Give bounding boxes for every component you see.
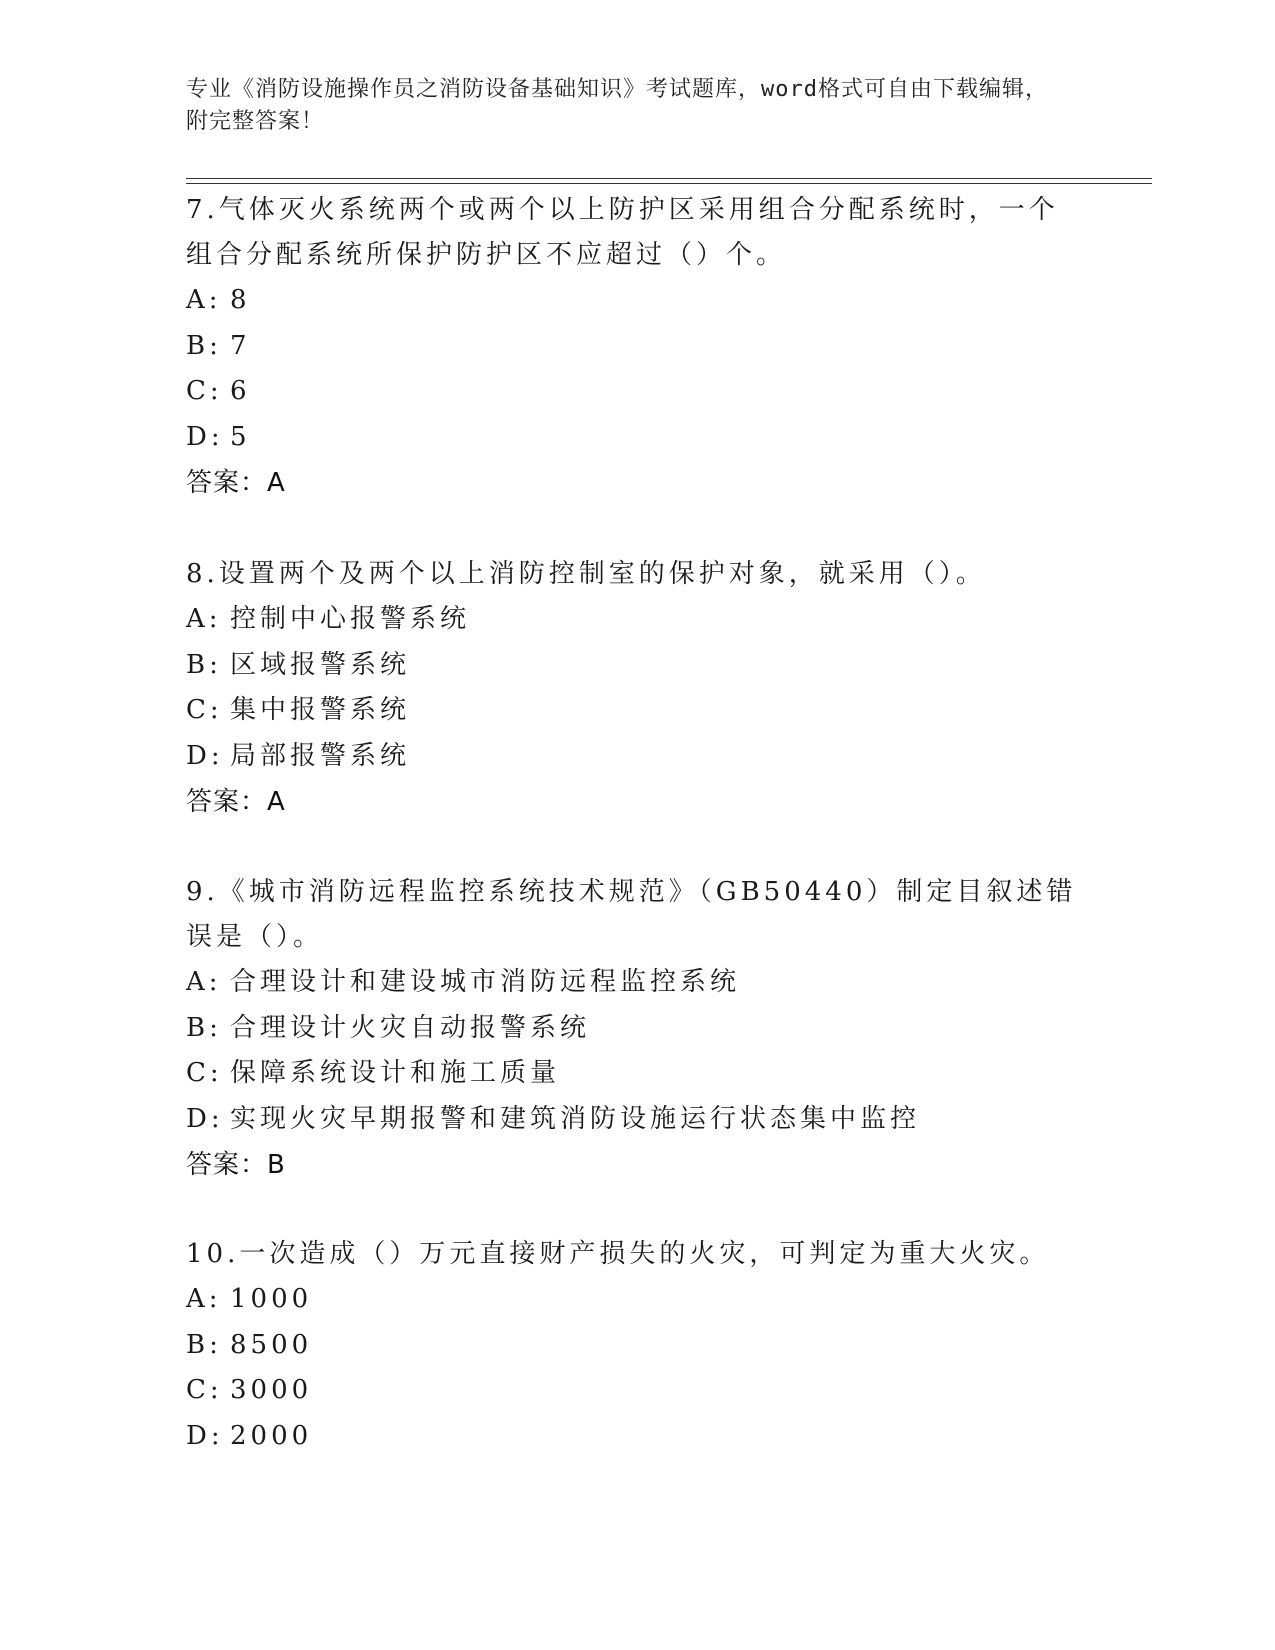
option-c: [186, 1051, 1086, 1097]
option-text: 集中报警系统: [230, 695, 411, 725]
option-d: [186, 1414, 1086, 1460]
question-7: [186, 188, 1086, 506]
option-letter: C:: [186, 1375, 223, 1405]
option-d: [186, 1097, 1086, 1143]
option-a: [186, 1277, 1086, 1323]
option-text: 保障系统设计和施工质量: [230, 1058, 561, 1088]
option-b: [186, 324, 1086, 370]
option-text: 5: [230, 421, 251, 452]
option-letter: B:: [186, 330, 222, 361]
option-text: 合理设计火灾自动报警系统: [230, 1012, 591, 1043]
option-letter: A:: [186, 604, 222, 634]
option-d: [186, 415, 1086, 461]
option-text: 局部报警系统: [230, 740, 411, 771]
option-a: [186, 597, 1086, 643]
option-c: [186, 369, 1086, 415]
option-letter: D:: [186, 421, 224, 452]
option-text: 1000: [230, 1284, 313, 1314]
header-divider-top: [186, 178, 1152, 179]
option-letter: A:: [186, 967, 222, 997]
option-letter: B:: [186, 649, 222, 680]
option-text: 8500: [230, 1329, 313, 1360]
option-letter: C:: [186, 695, 223, 725]
option-text: 控制中心报警系统: [230, 604, 471, 634]
option-b: [186, 1006, 1086, 1052]
option-text: 3000: [230, 1375, 313, 1405]
option-text: 2000: [230, 1420, 313, 1451]
question-stem: 8.设置两个及两个以上消防控制室的保护对象，就采用（）。: [186, 559, 986, 589]
option-c: [186, 688, 1086, 734]
question-stem: 7.气体灭火系统两个或两个以上防护区采用组合分配系统时，一个组合分配系统所保护防护区不应超过（）个。: [186, 195, 1059, 270]
answer-line: 答案：B: [186, 1150, 286, 1180]
option-a: [186, 278, 1086, 324]
option-text: 7: [230, 330, 251, 361]
option-letter: C:: [186, 376, 223, 406]
option-letter: C:: [186, 1058, 223, 1088]
option-letter: D:: [186, 1420, 224, 1451]
option-text: 合理设计和建设城市消防远程监控系统: [230, 967, 741, 997]
option-text: 实现火灾早期报警和建筑消防设施运行状态集中监控: [230, 1103, 921, 1134]
option-letter: D:: [186, 1103, 224, 1134]
answer-line: 答案：A: [186, 787, 286, 817]
option-letter: B:: [186, 1012, 222, 1043]
option-a: [186, 960, 1086, 1006]
option-text: 区域报警系统: [230, 649, 411, 680]
header-divider-bottom: [186, 183, 1152, 184]
option-c: [186, 1368, 1086, 1414]
question-8: [186, 552, 1086, 825]
option-letter: A:: [186, 285, 222, 315]
question-stem: 10.一次造成（）万元直接财产损失的火灾，可判定为重大火灾。: [186, 1239, 1050, 1269]
option-text: 6: [230, 376, 251, 406]
answer-line: 答案：A: [186, 468, 286, 498]
option-letter: D:: [186, 740, 224, 771]
option-b: [186, 643, 1086, 689]
header-note: 专业《消防设施操作员之消防设备基础知识》考试题库，word格式可自由下载编辑，附完整答案！: [186, 77, 1048, 134]
question-9: [186, 870, 1086, 1188]
option-letter: B:: [186, 1329, 222, 1360]
option-letter: A:: [186, 1284, 222, 1314]
option-b: [186, 1323, 1086, 1369]
option-text: 8: [230, 285, 251, 315]
question-stem: 9.《城市消防远程监控系统技术规范》（GB50440）制定目叙述错误是（）。: [186, 877, 1077, 952]
question-10: [186, 1232, 1086, 1459]
option-d: [186, 734, 1086, 780]
